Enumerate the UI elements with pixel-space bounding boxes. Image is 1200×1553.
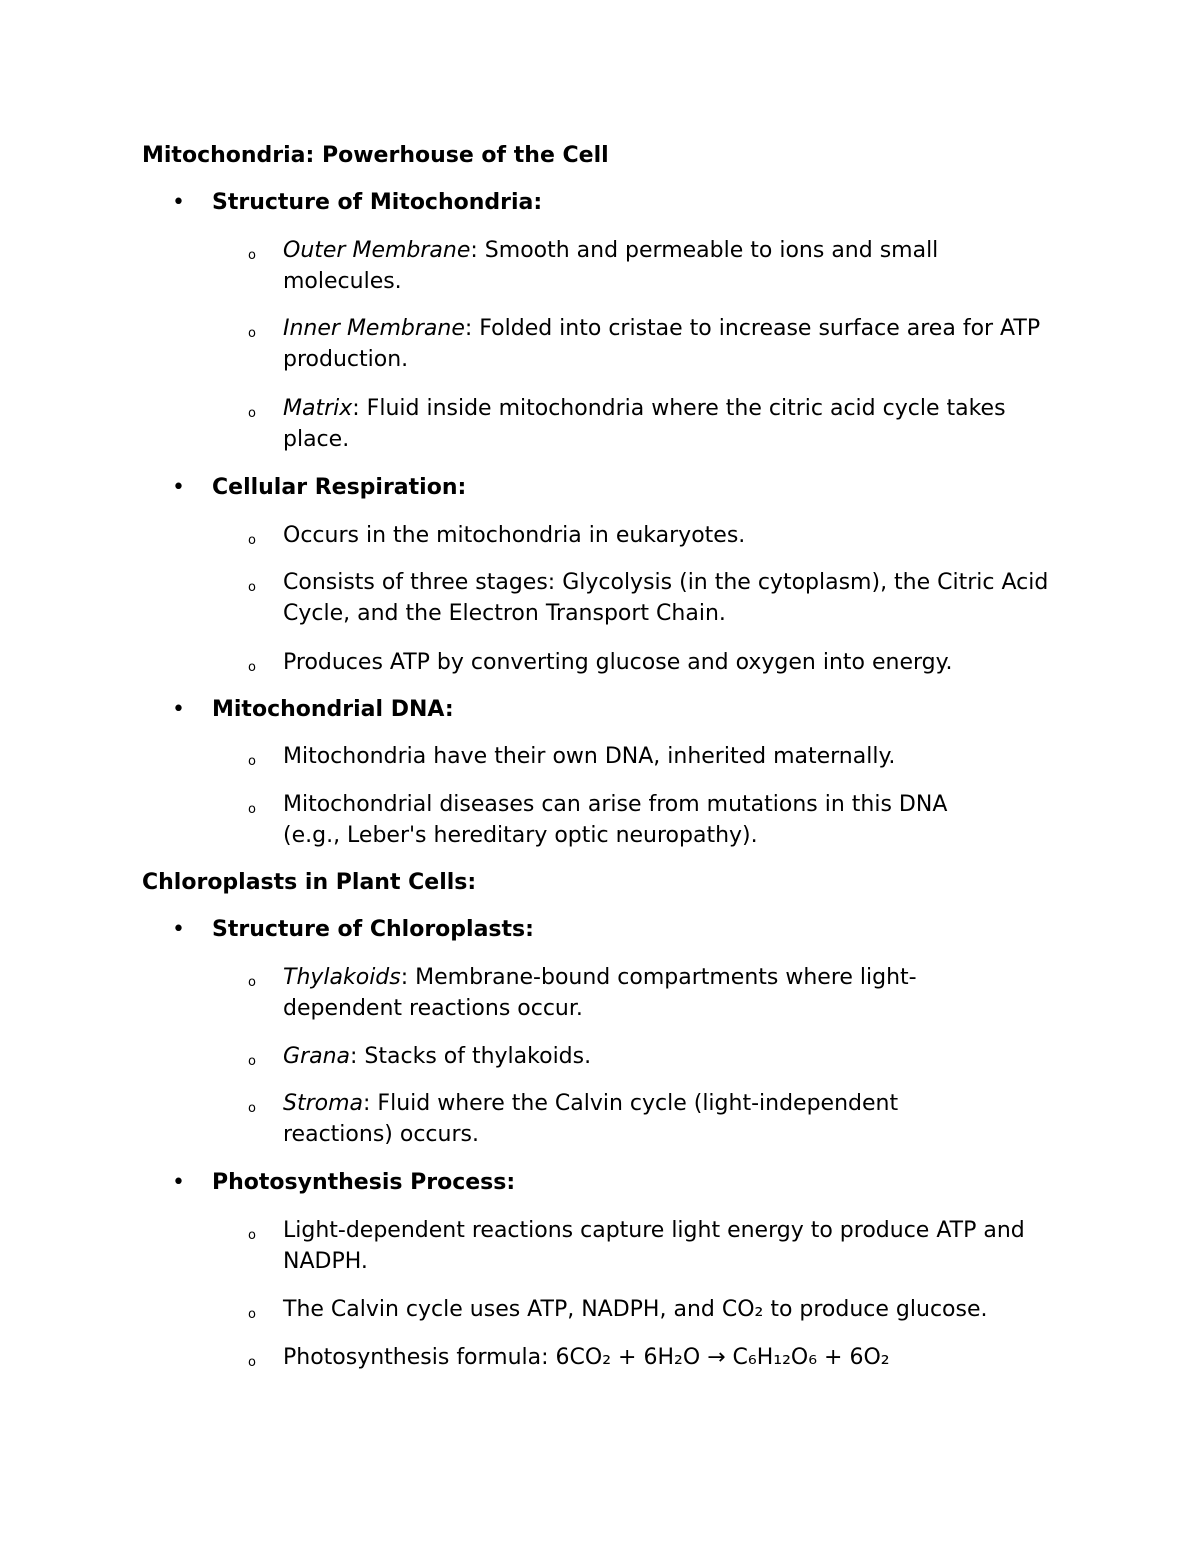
list-item-text: Mitochondrial diseases can arise from mutations in this DNA (e.g., Leber's hereditary optic neuropathy). <box>283 792 948 848</box>
list-item-text: Light-dependent reactions capture light energy to produce ATP and NADPH. <box>283 1218 1025 1274</box>
sub-bullet-marker: o <box>248 975 256 990</box>
list-item-text: Mitochondria have their own DNA, inherited maternally. <box>283 744 896 769</box>
sub-bullet-marker: o <box>248 580 256 595</box>
sub-bullet-marker: o <box>248 1101 256 1116</box>
topic-heading: Photosynthesis Process: <box>212 1170 516 1195</box>
list-item-text <box>283 1088 973 1150</box>
list-item-text <box>283 235 1003 297</box>
list-item-text <box>283 962 973 1024</box>
term-description: : Membrane-bound compartments where light-dependent reactions occur. <box>283 965 917 1021</box>
term-label: Grana <box>283 1044 350 1069</box>
list-item-text: Consists of three stages: Glycolysis (in the cytoplasm), the Citric Acid Cycle, and the Electron Transport Chain. <box>283 570 1049 626</box>
list-item-text: Occurs in the mitochondria in eukaryotes. <box>283 523 746 548</box>
list-item-text: Photosynthesis formula: 6CO₂ + 6H₂O → C₆H₁₂O₆ + 6O₂ <box>283 1345 890 1370</box>
bullet-marker: • <box>172 917 185 942</box>
topic-heading: Mitochondrial DNA: <box>212 697 454 722</box>
topic-heading: Cellular Respiration: <box>212 475 467 500</box>
list-item-text <box>283 1041 1083 1072</box>
term-description: : Fluid inside mitochondria where the citric acid cycle takes place. <box>283 396 1006 452</box>
term-description: : Stacks of thylakoids. <box>350 1044 592 1069</box>
term-description: : Fluid where the Calvin cycle (light-independent reactions) occurs. <box>283 1091 899 1147</box>
sub-bullet-marker: o <box>248 802 256 817</box>
term-description: : Folded into cristae to increase surface area for ATP production. <box>283 316 1041 372</box>
section-heading: Chloroplasts in Plant Cells: <box>142 870 477 895</box>
sub-bullet-marker: o <box>248 248 256 263</box>
bullet-marker: • <box>172 697 185 722</box>
term-label: Outer Membrane <box>283 238 471 263</box>
term-label: Stroma <box>283 1091 364 1116</box>
bullet-marker: • <box>172 475 185 500</box>
list-item-text <box>283 313 1063 375</box>
topic-heading: Structure of Mitochondria: <box>212 190 543 215</box>
topic-heading: Structure of Chloroplasts: <box>212 917 534 942</box>
sub-bullet-marker: o <box>248 1307 256 1322</box>
sub-bullet-marker: o <box>248 660 256 675</box>
term-description: : Smooth and permeable to ions and small molecules. <box>283 238 939 294</box>
list-item-text <box>283 393 1073 455</box>
sub-bullet-marker: o <box>248 1228 256 1243</box>
sub-bullet-marker: o <box>248 754 256 769</box>
bullet-marker: • <box>172 190 185 215</box>
bullet-marker: • <box>172 1170 185 1195</box>
list-item-text: Produces ATP by converting glucose and oxygen into energy. <box>283 650 953 675</box>
term-label: Thylakoids <box>283 965 401 990</box>
sub-bullet-marker: o <box>248 533 256 548</box>
section-heading: Mitochondria: Powerhouse of the Cell <box>142 143 609 168</box>
term-label: Matrix <box>283 396 353 421</box>
term-label: Inner Membrane <box>283 316 465 341</box>
sub-bullet-marker: o <box>248 1355 256 1370</box>
list-item-text: The Calvin cycle uses ATP, NADPH, and CO₂ to produce glucose. <box>283 1297 988 1322</box>
sub-bullet-marker: o <box>248 406 256 421</box>
sub-bullet-marker: o <box>248 326 256 341</box>
sub-bullet-marker: o <box>248 1054 256 1069</box>
